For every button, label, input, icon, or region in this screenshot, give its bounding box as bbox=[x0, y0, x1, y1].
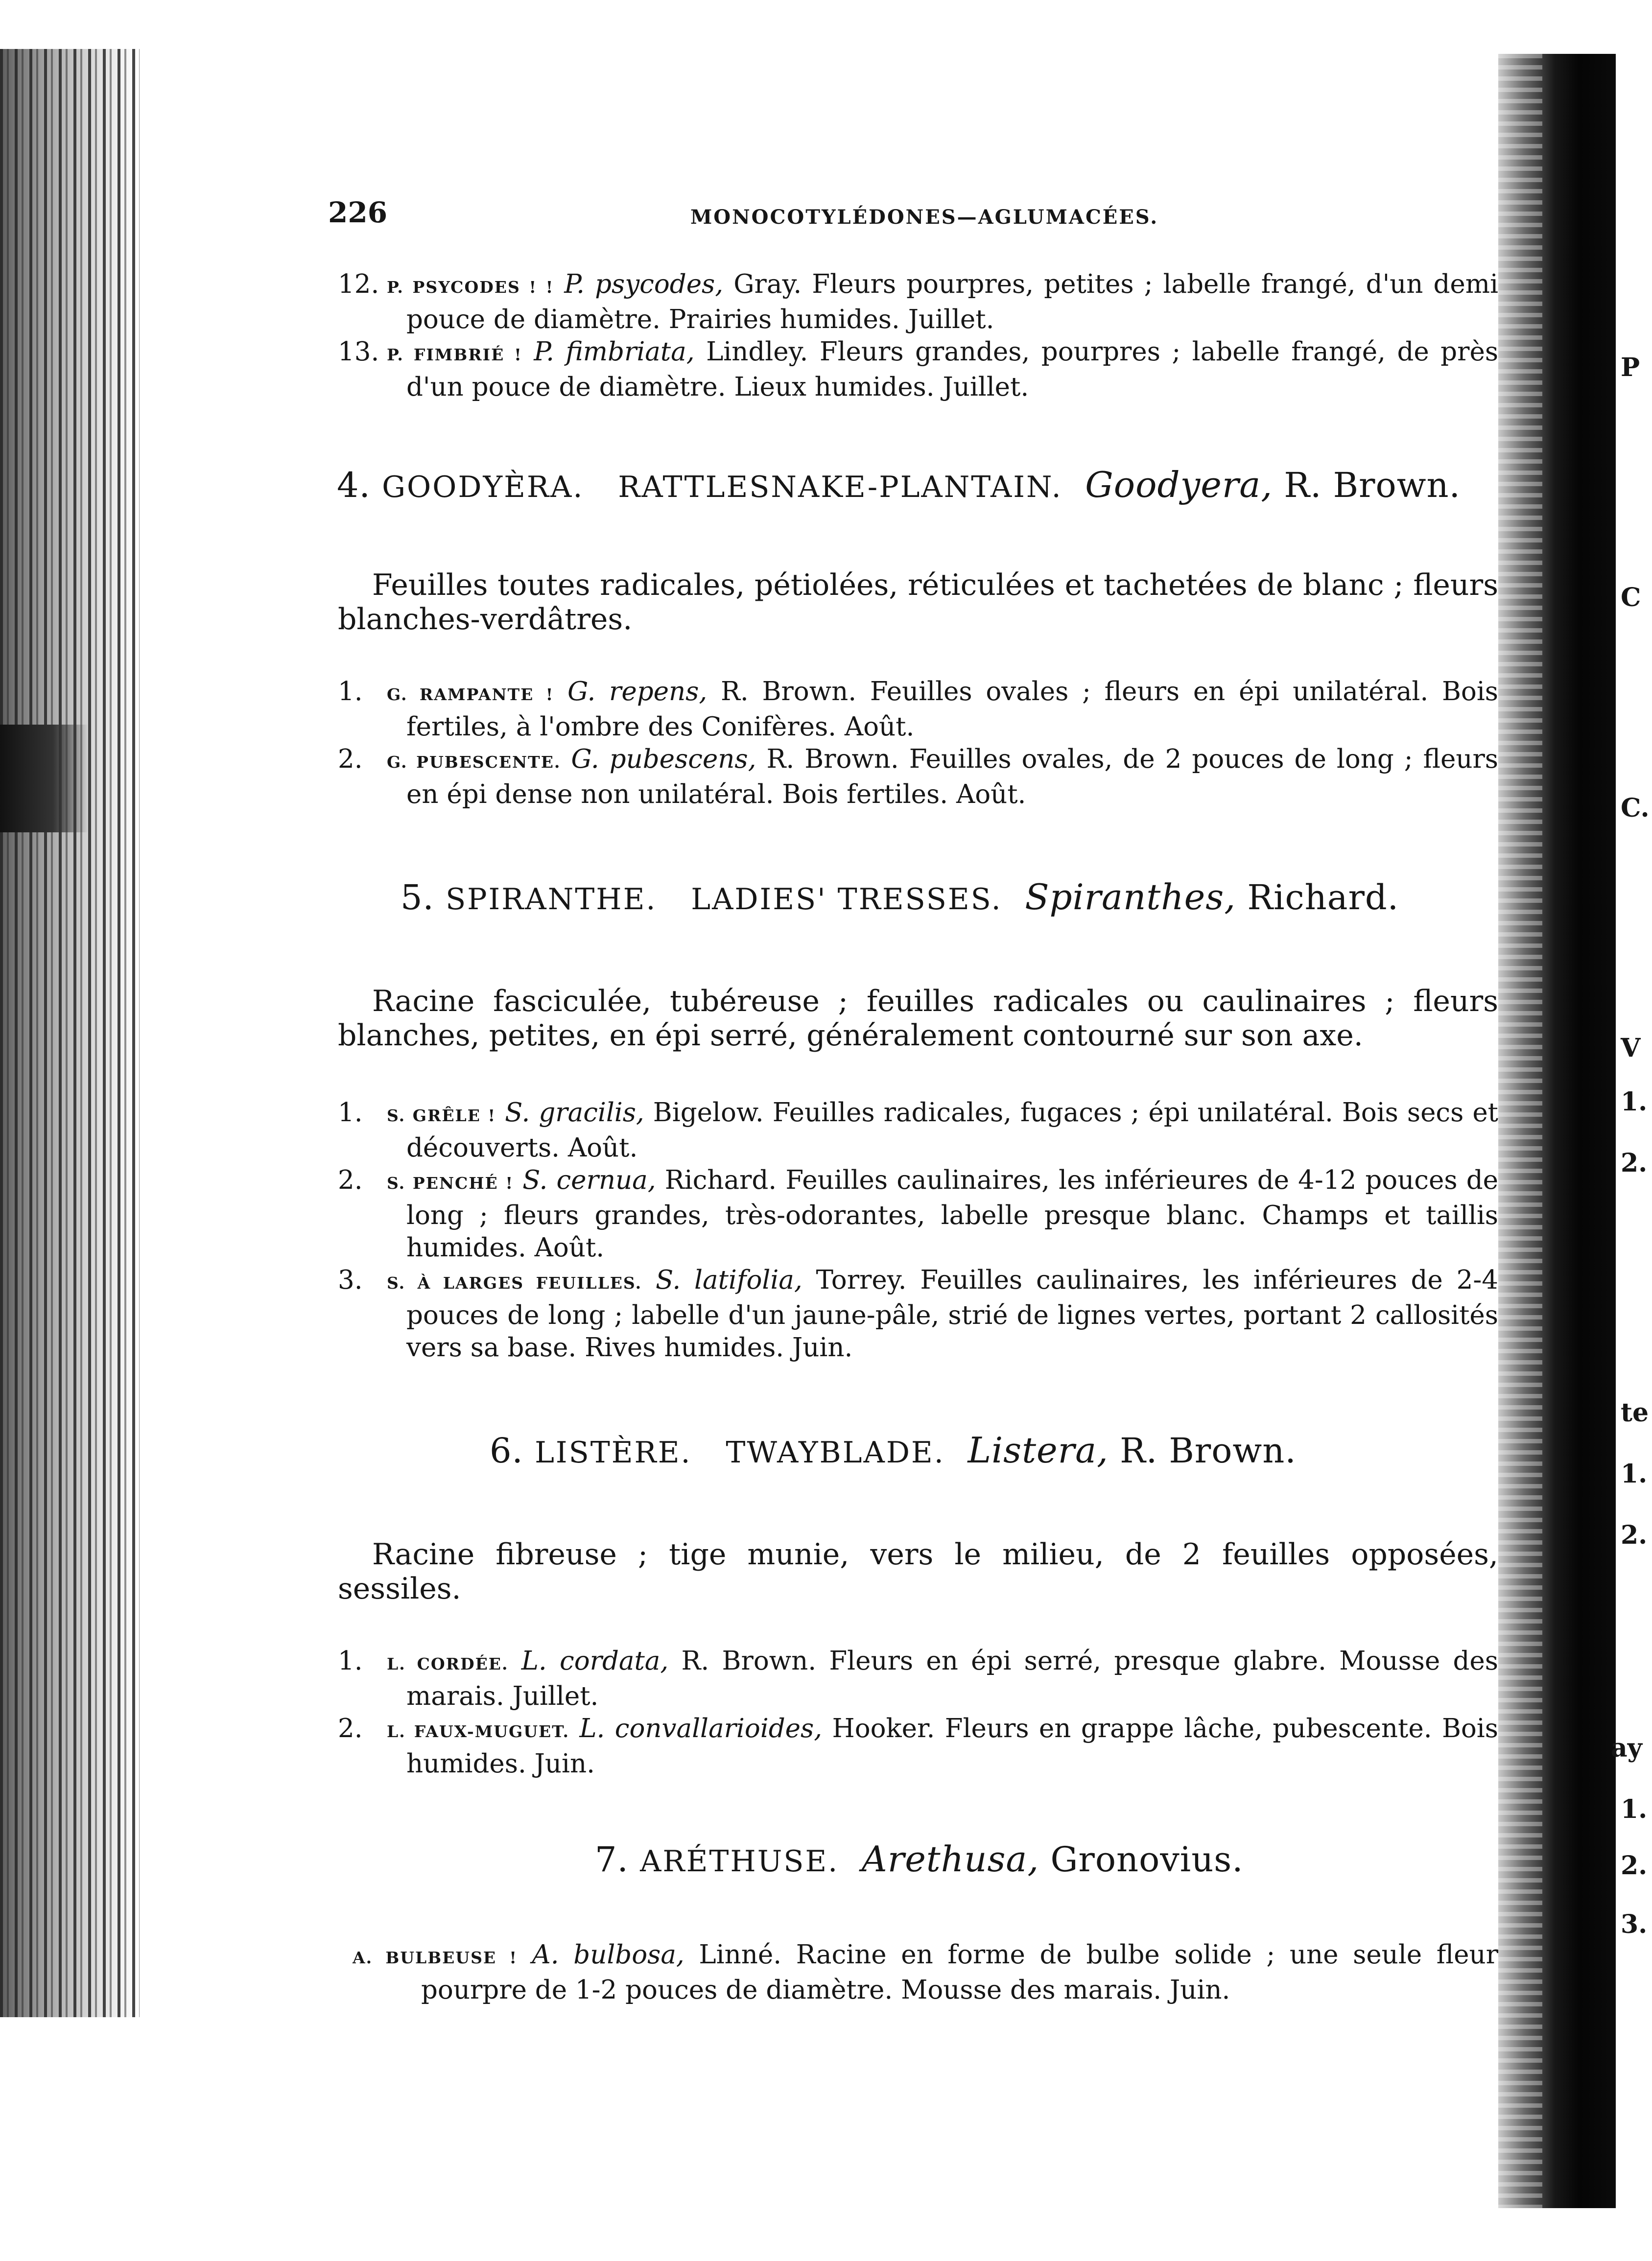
species-list bbox=[338, 1097, 1498, 1364]
genus-heading: 5. SPIRANTHE. LADIES' TRESSES. Spiranthes, Richard. bbox=[401, 876, 1399, 918]
genus-heading: 6. LISTÈRE. TWAYBLADE. Listera, R. Brown. bbox=[490, 1430, 1297, 1471]
genus-description: Racine fasciculée, tubéreuse ; feuilles radicales ou caulinaires ; fleurs blanches, petites, en épi serré, généralement contourné sur son axe. bbox=[338, 984, 1498, 1053]
margin-fragment: 1. bbox=[1621, 1087, 1648, 1117]
facing-page-fragments bbox=[1611, 0, 1652, 2261]
species-list bbox=[338, 676, 1498, 811]
species-entry: 3. S. À LARGES FEUILLES. S. latifolia, Torrey. Feuilles caulinaires, les inférieures de 2-4 pouces de long ; labelle d'un jaune-pâle, strié de lignes vertes, portant 2 callosités vers sa base. Rives humides. Juin. bbox=[338, 1265, 1498, 1363]
species-entry: 2. L. FAUX-MUGUET. L. convallarioides, Hooker. Fleurs en grappe lâche, pubescente. Bois humides. Juin. bbox=[338, 1714, 1498, 1779]
genus-heading: 4. GOODYÈRA. RATTLESNAKE-PLANTAIN. Goodyera, R. Brown. bbox=[337, 464, 1461, 505]
scan-binding-shadow bbox=[1498, 54, 1616, 2208]
margin-fragment: te bbox=[1621, 1398, 1649, 1428]
margin-fragment: 2. bbox=[1621, 1851, 1648, 1881]
species-entry: 1. G. RAMPANTE ! G. repens, R. Brown. Feuilles ovales ; fleurs en épi unilatéral. Bois fertiles, à l'ombre des Conifères. Août. bbox=[338, 677, 1498, 742]
margin-fragment: 2. bbox=[1621, 1520, 1648, 1550]
margin-fragment: C bbox=[1621, 583, 1641, 612]
running-head: MONOCOTYLÉDONES—AGLUMACÉES. bbox=[690, 206, 1159, 229]
margin-fragment: V bbox=[1621, 1033, 1641, 1063]
species-entry: 13. P. FIMBRIÉ ! P. fimbriata, Lindley. Fleurs grandes, pourpres ; labelle frangé, de près d'un pouce de diamètre. Lieux humides. Juillet. bbox=[338, 337, 1499, 402]
species-list bbox=[338, 1645, 1498, 1780]
genus-heading: 7. ARÉTHUSE. Arethusa, Gronovius. bbox=[595, 1838, 1244, 1880]
species-entry: 2. G. PUBESCENTE. G. pubescens, R. Brown. Feuilles ovales, de 2 pouces de long ; fleurs en épi dense non unilatéral. Bois fertiles. Août. bbox=[338, 744, 1498, 809]
margin-fragment: 1. bbox=[1621, 1794, 1648, 1824]
species-entry: 1. L. CORDÉE. L. cordata, R. Brown. Fleurs en épi serré, presque glabre. Mousse des marais. Juillet. bbox=[338, 1646, 1498, 1711]
species-entry: 2. S. PENCHÉ ! S. cernua, Richard. Feuilles caulinaires, les inférieures de 4-12 pouces de long ; fleurs grandes, très-odorantes, labelle presque blanc. Champs et taillis humides. Août. bbox=[338, 1165, 1498, 1263]
species-entry: 1. S. GRÊLE ! S. gracilis, Bigelow. Feuilles radicales, fugaces ; épi unilatéral. Bois secs et découverts. Août. bbox=[338, 1098, 1498, 1163]
species-entry: A. BULBEUSE ! A. bulbosa, Linné. Racine en forme de bulbe solide ; une seule fleur pourpre de 1-2 pouces de diamètre. Mousse des marais. Juin. bbox=[353, 1940, 1498, 2005]
margin-fragment: 3. bbox=[1621, 1909, 1648, 1939]
margin-fragment: C. bbox=[1621, 793, 1650, 823]
species-list bbox=[353, 1939, 1498, 2006]
scan-edge-left bbox=[0, 49, 140, 2017]
page-number: 226 bbox=[328, 196, 388, 229]
margin-fragment: 1. bbox=[1621, 1459, 1648, 1489]
margin-fragment: ay bbox=[1611, 1733, 1642, 1763]
species-list-continued bbox=[338, 268, 1498, 403]
genus-description: Feuilles toutes radicales, pétiolées, réticulées et tachetées de blanc ; fleurs blanches-verdâtres. bbox=[338, 568, 1498, 636]
species-entry: 12. P. PSYCODES ! ! P. psycodes, Gray. Fleurs pourpres, petites ; labelle frangé, d'un demi pouce de diamètre. Prairies humides. Juillet. bbox=[338, 269, 1498, 334]
margin-fragment: P bbox=[1621, 353, 1640, 382]
scan-smudge-left bbox=[0, 725, 88, 832]
genus-description: Racine fibreuse ; tige munie, vers le milieu, de 2 feuilles opposées, sessiles. bbox=[338, 1537, 1498, 1606]
margin-fragment: 2. bbox=[1621, 1148, 1648, 1178]
page-header bbox=[328, 196, 1307, 235]
